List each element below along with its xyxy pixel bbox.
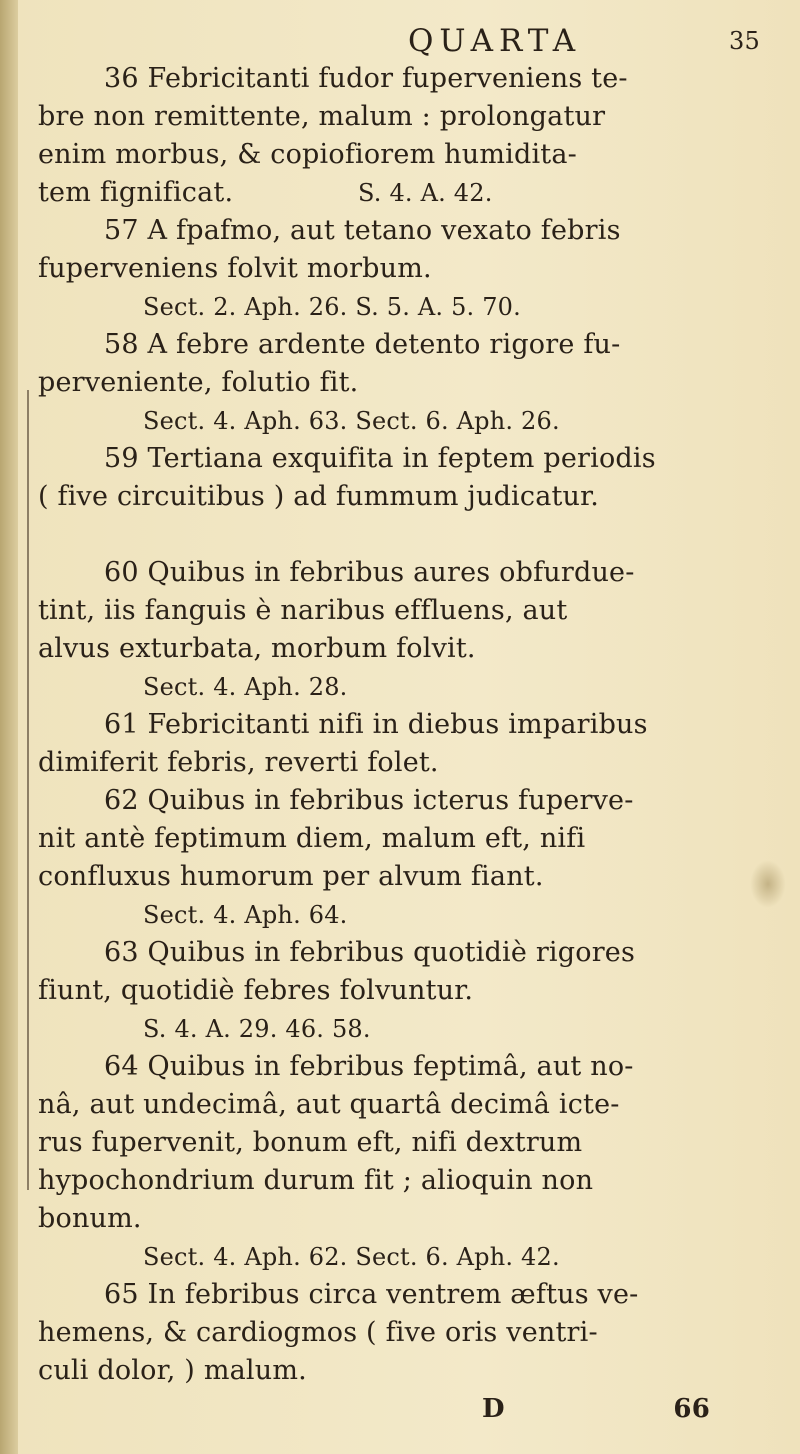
text-line: 57 A fpafmo, aut tetano vexato febris [104,215,621,246]
running-head-title: QUARTA [408,23,582,59]
text-reference: Sect. 2. Aph. 26. S. 5. A. 5. 70. [143,293,521,321]
text-line: culi dolor, ) malum. [38,1355,307,1386]
text-line: 36 Febricitanti fudor fuperveniens te- [104,63,628,94]
text-line: nit antè feptimum diem, malum eft, nifi [38,823,586,854]
page-text [38,22,768,1428]
text-line: 61 Febricitanti nifi in diebus imparibus [104,709,648,740]
text-line: bonum. [38,1203,142,1234]
text-line: perveniente, folutio fit. [38,367,359,398]
text-line: enim morbus, & copiofiorem humidita- [38,139,577,170]
text-line: 59 Tertiana exquifita in feptem periodis [104,443,656,474]
text-line: nâ, aut undecimâ, aut quartâ decimâ icte- [38,1089,620,1120]
text-reference: Sect. 4. Aph. 64. [143,901,348,929]
signature-mark: D [482,1394,505,1424]
text-line [38,174,768,212]
blank-line [38,516,768,554]
running-head [38,22,768,60]
text-line: hemens, & cardiogmos ( five oris ventri- [38,1317,598,1348]
text-line: fiunt, quotidiè febres folvuntur. [38,975,474,1006]
text-line: dimiferit febris, reverti folet. [38,747,439,778]
text-reference: Sect. 4. Aph. 63. Sect. 6. Aph. 26. [143,407,560,435]
text-line: 60 Quibus in febribus aures obfurdue- [104,557,635,588]
text-reference: Sect. 4. Aph. 62. Sect. 6. Aph. 42. [143,1243,560,1271]
text-line: bre non remittente, malum : prolongatur [38,101,606,132]
text-line: confluxus humorum per alvum fiant. [38,861,544,892]
text-line: 58 A febre ardente detento rigore fu- [104,329,621,360]
text-line: rus fupervenit, bonum eft, nifi dextrum [38,1127,583,1158]
text-line: 64 Quibus in febribus feptimâ, aut no- [104,1051,634,1082]
page-footer [38,1390,768,1428]
page-gutter [0,0,18,1454]
text-line: fuperveniens folvit morbum. [38,253,432,284]
page-number: 35 [729,27,760,55]
text-line: 65 In febribus circa ventrem æftus ve- [104,1279,639,1310]
text-line: ( five circuitibus ) ad fummum judicatur. [38,481,600,512]
text-line: tint, iis fanguis è naribus effluens, aut [38,595,568,626]
text-line: 62 Quibus in febribus icterus fuperve- [104,785,634,816]
text-line: alvus exturbata, morbum folvit. [38,633,476,664]
margin-rule [27,390,29,1190]
catchword: 66 [673,1394,710,1424]
text-reference: S. 4. A. 42. [358,179,493,207]
text-line: 63 Quibus in febribus quotidiè rigores [104,937,636,968]
text-segment: tem fignificat. [38,177,234,208]
text-line: hypochondrium durum fit ; alioquin non [38,1165,594,1196]
text-reference: S. 4. A. 29. 46. 58. [143,1015,371,1043]
text-reference: Sect. 4. Aph. 28. [143,673,348,701]
